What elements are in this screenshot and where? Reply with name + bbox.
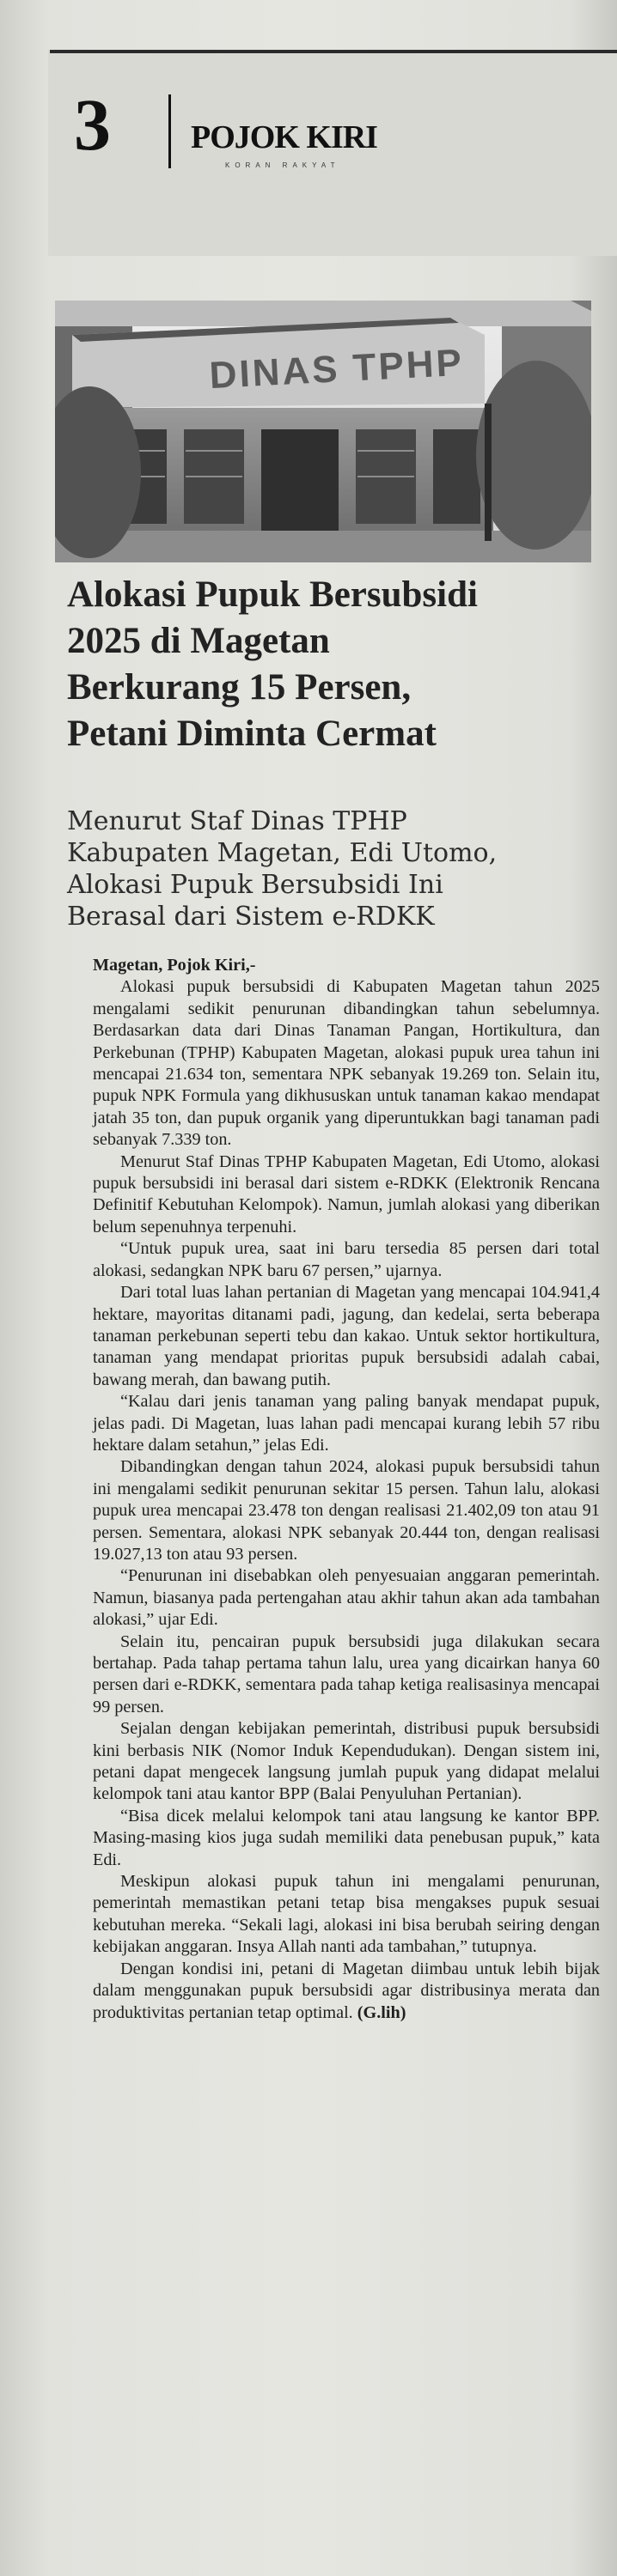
article-paragraph: Dibandingkan dengan tahun 2024, alokasi pupuk bersubsidi tahun ini mengalami sedikit penurunan sekitar 15 persen. Tahun lalu, alokasi pupuk urea mencapai 23.478 ton dengan realisasi 21.402,09 ton atau 91 persen. Sementara, alokasi NPK sebanyak 20.444 ton, dengan realisasi 19.027,13 ton atau 93 persen.: [93, 1457, 600, 1564]
newspaper-tagline: KORAN RAKYAT: [225, 161, 340, 169]
article-dateline: Magetan, Pojok Kiri,-: [93, 956, 256, 975]
subhead-line: Menurut Staf Dinas TPHP: [67, 806, 407, 836]
headline-line: Petani Diminta Cermat: [67, 714, 437, 754]
headline-line: 2025 di Magetan: [67, 621, 330, 661]
subhead-line: Alokasi Pupuk Bersubsidi Ini: [67, 870, 443, 900]
article-paragraph: Alokasi pupuk bersubsidi di Kabupaten Magetan tahun 2025 mengalami sedikit penurunan dibandingkan tahun sebelumnya. Berdasarkan data dari Dinas Tanaman Pangan, Hortikultura, dan Perkebunan (TPHP) Kabupaten Magetan, alokasi pupuk urea tahun ini mencapai 21.634 ton, sementara NPK sebanyak 19.269 ton. Selain itu, pupuk NPK Formula yang dikhususkan untuk tanaman kakao mendapat jatah 35 ton, dan pupuk organik yang diperuntukkan bagi tanaman padi sebanyak 7.339 ton.: [93, 977, 600, 1150]
headline-line: Alokasi Pupuk Bersubsidi: [67, 574, 478, 615]
header-divider: [168, 94, 171, 168]
author-signature: (G.lih): [357, 2002, 406, 2022]
top-rule: [50, 50, 617, 53]
article-paragraph: “Penurunan ini disebabkan oleh penyesuaian anggaran pemerintah. Namun, biasanya pada pertengahan atau akhir tahun akan ada tambahan alokasi,” ujar Edi.: [93, 1566, 600, 1630]
article-closing-paragraph: [93, 1959, 600, 2024]
subhead-line: Kabupaten Magetan, Edi Utomo,: [67, 838, 498, 868]
article-paragraph: Sejalan dengan kebijakan pemerintah, distribusi pupuk bersubsidi kini berbasis NIK (Nomor Induk Kependudukan). Dengan sistem ini, petani dapat mengecek langsung jumlah pupuk yang didapat melalui kelompok tani atau kantor BPP (Balai Penyuluhan Pertanian).: [93, 1719, 600, 1804]
headline-line: Berkurang 15 Persen,: [67, 667, 412, 708]
article-subheadline: [67, 805, 600, 933]
article-paragraph: Selain itu, pencairan pupuk bersubsidi juga dilakukan secara bertahap. Pada tahap pertama tahun lalu, urea yang dicairkan hanya 60 persen dari e-RDKK, sementara pada tahap ketiga realisasinya mencapai 99 persen.: [93, 1631, 600, 1716]
dinas-tphp-building-photo: [55, 301, 591, 562]
article-body: [93, 955, 600, 2024]
page-number: 3: [74, 83, 111, 166]
article-headline: [67, 572, 600, 757]
article-paragraph: “Kalau dari jenis tanaman yang paling banyak mendapat pupuk, jelas padi. Di Magetan, luas lahan padi mencapai kurang lebih 57 ribu hektare dalam setahun,” jelas Edi.: [93, 1392, 600, 1455]
building-sign-text: DINAS TPHP: [208, 341, 466, 398]
article-paragraph: Dari total luas lahan pertanian di Magetan yang mencapai 104.941,4 hektare, mayoritas ditanami padi, jagung, dan kedelai, serta beberapa tanaman perkebunan seperti tebu dan kakao. Untuk sektor hortikultura, tanaman yang mendapat prioritas pupuk bersubsidi adalah cabai, bawang merah, dan bawang putih.: [93, 1283, 600, 1389]
closing-text: Dengan kondisi ini, petani di Magetan diimbau untuk lebih bijak dalam menggunakan pupuk bersubsidi agar distribusinya merata dan produktivitas pertanian tetap optimal.: [93, 1959, 600, 2022]
article-paragraph: Menurut Staf Dinas TPHP Kabupaten Magetan, Edi Utomo, alokasi pupuk bersubsidi ini berasal dari sistem e-RDKK (Elektronik Rencana Definitif Kebutuhan Kelompok). Namun, jumlah alokasi yang diberikan belum sepenuhnya terpenuhi.: [93, 1151, 600, 1236]
building-photo-illustration: [55, 301, 591, 562]
article-paragraph: “Bisa dicek melalui kelompok tani atau langsung ke kantor BPP. Masing-masing kios juga sudah memiliki data penebusan pupuk,” kata Edi.: [93, 1806, 600, 1869]
article-paragraph: Meskipun alokasi pupuk tahun ini mengalami penurunan, pemerintah memastikan petani tetap bisa mengakses pupuk sesuai kebutuhan mereka. “Sekali lagi, alokasi ini bisa berubah seiring dengan kebijakan anggaran. Insya Allah nanti ada tambahan,” tutupnya.: [93, 1872, 600, 1957]
article-paragraph: “Untuk pupuk urea, saat ini baru tersedia 85 persen dari total alokasi, sedangkan NPK baru 67 persen,” ujarnya.: [93, 1239, 600, 1280]
subhead-line: Berasal dari Sistem e-RDKK: [67, 902, 435, 932]
newspaper-logo: POJOK KIRI: [191, 119, 377, 155]
